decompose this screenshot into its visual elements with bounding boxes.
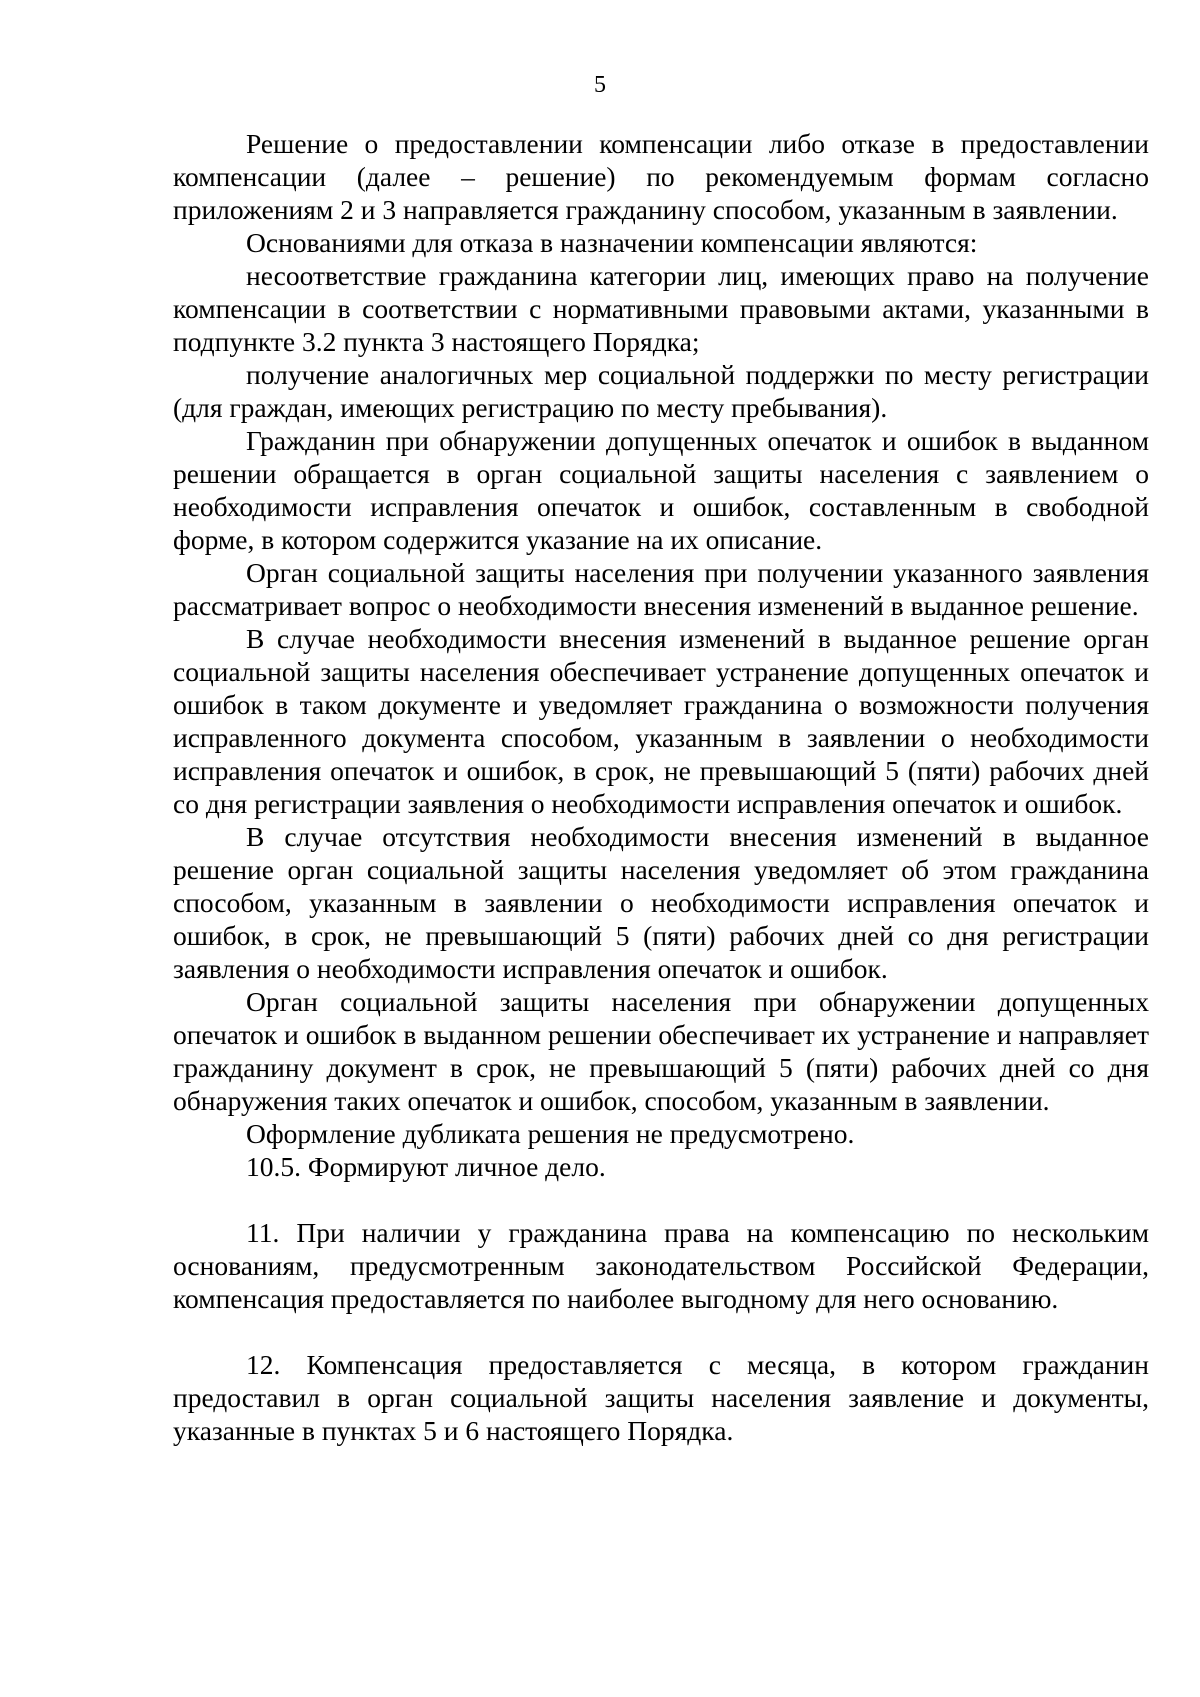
paragraph-error-report: Гражданин при обнаружении допущенных опечаток и ошибок в выданном решении обращается в орган социальной защиты населения с заявлением о необходимости исправления опечаток и ошибок, составленным в свободной форме, в котором содержится указание на их описание.: [173, 425, 1149, 555]
paragraph-refusal-grounds: Основаниями для отказа в назначении компенсации являются:: [246, 227, 978, 258]
paragraph-refusal-ground-similar-measures: получение аналогичных мер социальной поддержки по месту регистрации (для граждан, имеющих регистрацию по месту пребывания).: [173, 359, 1149, 423]
paragraph-item-10-5: 10.5. Формируют личное дело.: [246, 1151, 606, 1182]
paragraph-refusal-ground-category: несоответствие гражданина категории лиц, имеющих право на получение компенсации в соответствии с нормативными правовыми актами, указанными в подпункте 3.2 пункта 3 настоящего Порядка;: [173, 260, 1149, 357]
paragraph-item-11: 11. При наличии у гражданина права на компенсацию по нескольким основаниям, предусмотренным законодательством Российской Федерации, компенсация предоставляется по наиболее выгодному для него основанию.: [173, 1217, 1149, 1314]
paragraph-no-corrections-needed: В случае отсутствия необходимости внесения изменений в выданное решение орган социальной защиты населения уведомляет об этом гражданина способом, указанным в заявлении о необходимости исправления опечаток и ошибок, в срок, не превышающий 5 (пяти) рабочих дней со дня регистрации заявления о необходимости исправления опечаток и ошибок.: [173, 821, 1149, 984]
paragraph-decision-delivery: Решение о предоставлении компенсации либо отказе в предоставлении компенсации (далее – решение) по рекомендуемым формам согласно приложениям 2 и 3 направляется гражданину способом, указанным в заявлении.: [173, 128, 1149, 225]
page-number: 5: [594, 72, 606, 98]
paragraph-corrections-needed: В случае необходимости внесения изменений в выданное решение орган социальной защиты населения обеспечивает устранение допущенных опечаток и ошибок в таком документе и уведомляет гражданина о возможности получения исправленного документа способом, указанным в заявлении о необходимости исправления опечаток и ошибок, в срок, не превышающий 5 (пяти) рабочих дней со дня регистрации заявления о необходимости исправления опечаток и ошибок.: [173, 623, 1149, 819]
paragraph-self-detected-errors: Орган социальной защиты населения при обнаружении допущенных опечаток и ошибок в выданном решении обеспечивает их устранение и направляет гражданину документ в срок, не превышающий 5 (пяти) рабочих дней со дня обнаружения таких опечаток и ошибок, способом, указанным в заявлении.: [173, 986, 1149, 1116]
paragraph-application-review: Орган социальной защиты населения при получении указанного заявления рассматривает вопрос о необходимости внесения изменений в выданное решение.: [173, 557, 1149, 621]
paragraph-item-12: 12. Компенсация предоставляется с месяца, в котором гражданин предоставил в орган социальной защиты населения заявление и документы, указанные в пунктах 5 и 6 настоящего Порядка.: [173, 1349, 1149, 1446]
paragraph-no-duplicate: Оформление дубликата решения не предусмотрено.: [246, 1118, 855, 1149]
document-body: [173, 127, 1149, 1447]
